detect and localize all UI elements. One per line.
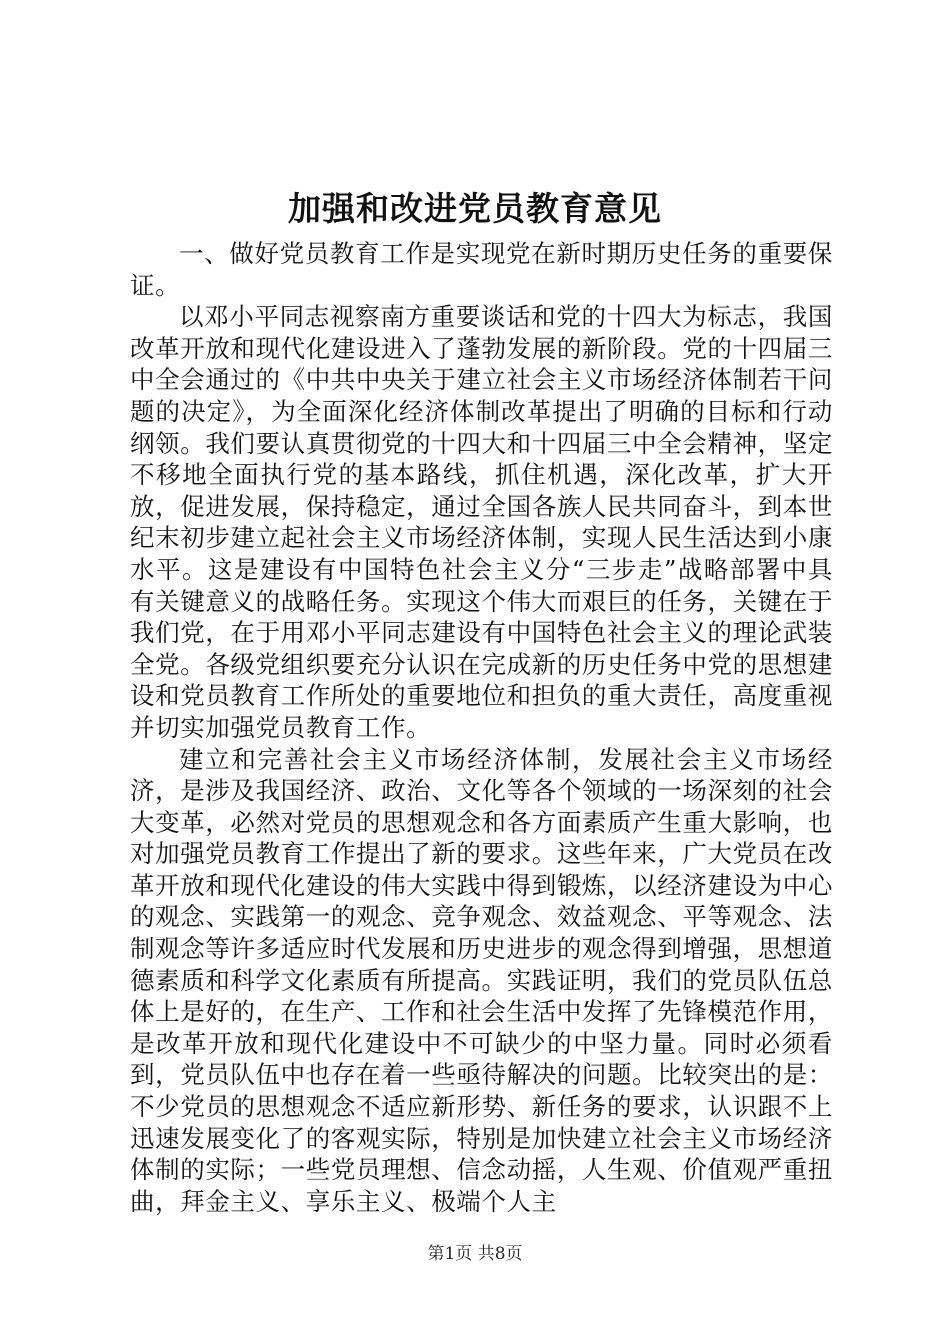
- paragraph: 建立和完善社会主义市场经济体制，发展社会主义市场经济，是涉及我国经济、政治、文化等各个领域的一场深刻的社会大变革，必然对党员的思想观念和各方面素质产生重大影响，也对加强党员教育工作提出了新的要求。这些年来，广大党员在改革开放和现代化建设的伟大实践中得到锻炼，以经济建设为中心的观念、实践第一的观念、竞争观念、效益观念、平等观念、法制观念等许多适应时代发展和历史进步的观念得到增强，思想道德素质和科学文化素质有所提高。实践证明，我们的党员队伍总体上是好的，在生产、工作和社会生活中发挥了先锋模范作用，是改革开放和现代化建设中不可缺少的中坚力量。同时必须看到，党员队伍中也存在着一些亟待解决的问题。比较突出的是：不少党员的思想观念不适应新形势、新任务的要求，认识跟不上迅速发展变化了的客观实际，特别是加快建立社会主义市场经济体制的实际；一些党员理想、信念动摇，人生观、价值观严重扭曲，拜金主义、享乐主义、极端个人主: [130, 744, 833, 1216]
- document-title: 加强和改进党员教育意见: [288, 189, 662, 228]
- document-body: [130, 238, 833, 1217]
- paragraph-section-heading: 一、做好党员教育工作是实现党在新时期历史任务的重要保证。: [130, 239, 833, 300]
- paragraph: 以邓小平同志视察南方重要谈话和党的十四大为标志，我国改革开放和现代化建设进入了蓬勃发展的新阶段。党的十四届三中全会通过的《中共中央关于建立社会主义市场经济体制若干问题的决定》，为全面深化经济体制改革提出了明确的目标和行动纲领。我们要认真贯彻党的十四大和十四届三中全会精神，坚定不移地全面执行党的基本路线，抓住机遇，深化改革，扩大开放，促进发展，保持稳定，通过全国各族人民共同奋斗，到本世纪末初步建立起社会主义市场经济体制，实现人民生活达到小康水平。这是建设有中国特色社会主义分“三步走”战略部署中具有关键意义的战略任务。实现这个伟大而艰巨的任务，关键在于我们党，在于用邓小平同志建设有中国特色社会主义的理论武装全党。各级党组织要充分认识在完成新的历史任务中党的思想建设和党员教育工作所处的重要地位和担负的重大责任，高度重视并切实加强党员教育工作。: [130, 302, 833, 742]
- page-number-footer: 第1页 共8页: [427, 1244, 523, 1264]
